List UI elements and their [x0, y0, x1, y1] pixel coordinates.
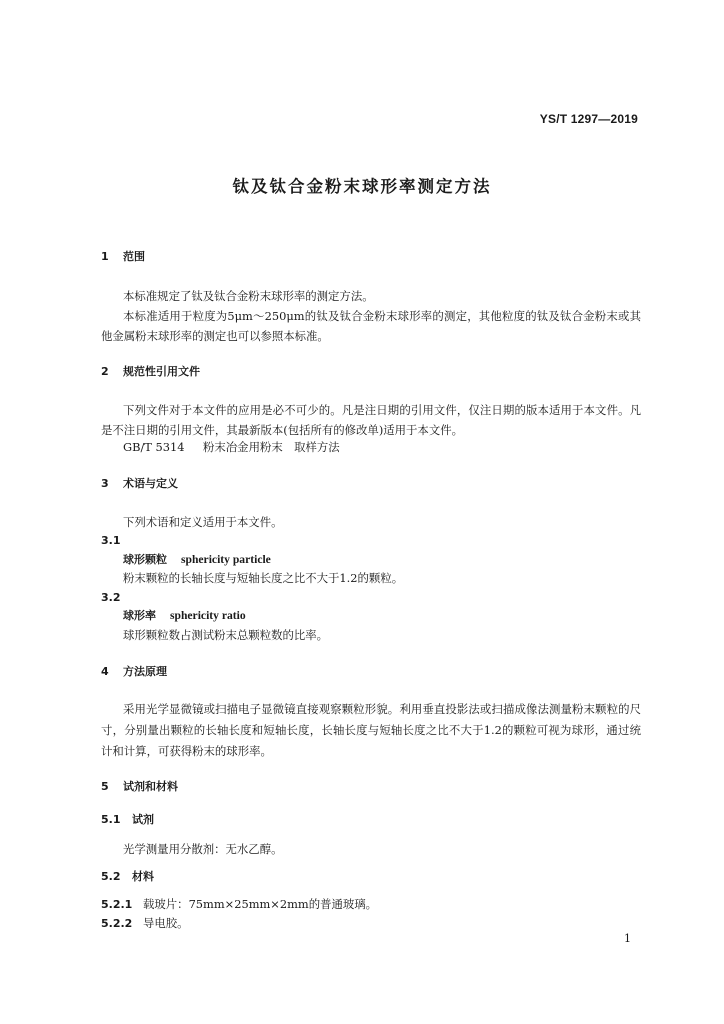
term-definition: 球形颗粒数占测试粉末总颗粒数的比率。: [123, 628, 329, 642]
section-2-para-1: 下列文件对于本文件的应用是必不可少的。凡是注日期的引用文件，仅注日期的版本适用于本文件。凡是不注日期的引用文件，其最新版本(包括所有的修改单)适用于本文件。: [101, 403, 641, 437]
term-name: [101, 550, 663, 570]
reference-title: 粉末冶金用粉末 取样方法: [203, 440, 340, 454]
item-number: 5.2.2: [101, 917, 133, 930]
subsection-5-2-heading: [101, 867, 641, 887]
section-4-heading: [101, 662, 641, 682]
section-title: 试剂和材料: [123, 780, 178, 793]
reference-code: GB/T 5314: [123, 440, 185, 454]
section-title: 范围: [123, 250, 145, 263]
section-1-para-2: 本标准适用于粒度为5μm～250μm的钛及钛合金粉末球形率的测定，其他粒度的钛及钛合金粉末或其他金属粉末球形率的测定也可以参照本标准。: [101, 309, 641, 343]
section-3-intro: 下列术语和定义适用于本文件。: [123, 515, 283, 529]
section-5-heading: [101, 777, 641, 797]
section-number: 2: [101, 365, 109, 378]
section-number: 4: [101, 665, 109, 678]
section-3-heading: [101, 474, 641, 494]
section-1-heading: [101, 247, 641, 267]
subsection-number: 5.2: [101, 870, 121, 883]
term-number: 3.2: [101, 591, 121, 604]
document-title: 钛及钛合金粉末球形率测定方法: [232, 177, 492, 196]
section-2-heading: [101, 362, 641, 382]
term-zh: 球形颗粒: [123, 553, 167, 566]
item-text: 导电胶。: [143, 916, 189, 930]
section-title: 术语与定义: [123, 477, 178, 490]
section-number: 5: [101, 780, 109, 793]
material-item: [101, 913, 641, 934]
term-name: [101, 606, 663, 626]
term-en: sphericity ratio: [170, 609, 246, 622]
item-number: 5.2.1: [101, 898, 133, 911]
section-1-para-1: 本标准规定了钛及钛合金粉末球形率的测定方法。: [123, 289, 374, 303]
item-text: 载玻片：75mm×25mm×2mm的普通玻璃。: [143, 897, 378, 911]
reagent-text: 光学测量用分散剂：无水乙醇。: [123, 842, 283, 856]
section-title: 方法原理: [123, 665, 167, 678]
term-zh: 球形率: [123, 609, 156, 622]
section-number: 3: [101, 477, 109, 490]
standard-code: YS/T 1297—2019: [539, 112, 638, 126]
subsection-5-1-heading: [101, 810, 641, 830]
subsection-number: 5.1: [101, 813, 121, 826]
material-item: [101, 894, 641, 915]
subsection-title: 试剂: [132, 813, 154, 826]
section-number: 1: [101, 250, 109, 263]
section-title: 规范性引用文件: [123, 365, 200, 378]
term-number: 3.1: [101, 534, 121, 547]
term-en: sphericity particle: [181, 553, 271, 566]
normative-reference: [101, 437, 663, 457]
term-definition: 粉末颗粒的长轴长度与短轴长度之比不大于1.2的颗粒。: [123, 571, 404, 585]
subsection-title: 材料: [132, 870, 154, 883]
section-4-para-1: 采用光学显微镜或扫描电子显微镜直接观察颗粒形貌。利用垂直投影法或扫描成像法测量粉末颗粒的尺寸，分别量出颗粒的长轴长度和短轴长度，长轴长度与短轴长度之比不大于1.2的颗粒可视为球形，通过统计和计算，可获得粉末的球形率。: [101, 702, 641, 758]
page-number: 1: [624, 932, 631, 945]
